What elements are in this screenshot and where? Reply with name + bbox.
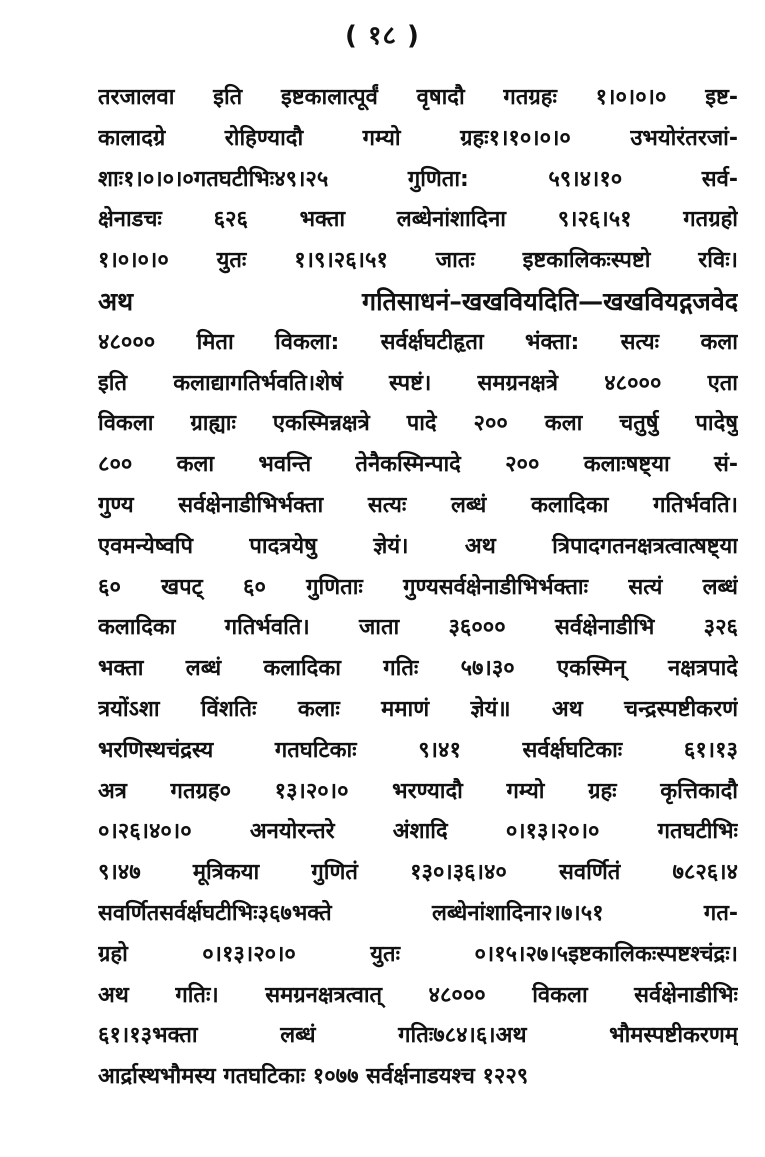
text-line-2: कालादग्रे रोहिण्यादौ गम्यो ग्रहः१।१०।०।० उभयोरंतरजां-	[98, 125, 738, 151]
text-line-20: ९।४७ मूत्रिकया गुणितं १३०।३६।४० सवर्णितं ७८२६।४	[98, 860, 738, 886]
text-line-5: १।०।०।० युतः १।९।२६।५१ जातः इष्टकालिकःस्पष्टो रविः।	[98, 248, 738, 274]
text-line-22: ग्रहो ०।१३।२०।० युतः ०।१५।२७।५इष्टकालिकःस्पष्टश्चंद्रः।	[98, 941, 738, 967]
text-line-15: भक्ता लब्धं कलादिका गतिः ५७।३० एकस्मिन् नक्षत्रपादे	[98, 656, 738, 682]
text-line-12: एवमन्येष्वपि पादत्रयेषु ज्ञेयं। अथ त्रिपादगतनक्षत्रत्वात्षष्ट्या	[98, 533, 738, 559]
text-line-16: त्रयोंऽशा विंशतिः कलाः ममाणं ज्ञेयं॥ अथ चन्द्रस्पष्टीकरणं	[98, 696, 738, 722]
text-line-1: तरजालवा इति इष्टकालात्पूर्वं वृषादौ गतग्रहः १।०।०।० इष्ट-	[98, 85, 738, 110]
text-line-7: ४८००० मिता विकला: सर्वर्क्षघटीहृता भंक्ता: सत्यः कला	[98, 329, 738, 355]
text-line-24: ६१।१३भक्ता लब्धं गतिः७८४।६।अथ भौमस्पष्टीकरणम्	[98, 1023, 738, 1049]
text-line-11: गुण्य सर्वक्षेनाडीभिर्भक्ता सत्यः लब्धं कलादिका गतिर्भवति।	[98, 492, 738, 518]
text-line-9: विकला ग्राह्याः एकस्मिन्नक्षत्रे पादे २०० कला चतुर्षु पादेषु	[98, 411, 738, 437]
text-line-4: क्षेनाडचः ६२६ भक्ता लब्धेनांशादिना ९।२६।५१ गतग्रहो	[98, 207, 738, 233]
page-number: ( १८ )	[345, 21, 420, 51]
text-line-25: आर्द्रास्थभौमस्य गतघटिकाः १०७७ सर्वर्क्षनाडयश्च १२२९	[98, 1064, 529, 1090]
text-line-19: ०।२६।४०।० अनयोरन्तरे अंशादि ०।१३।२०।० गतघटीभिः	[98, 819, 738, 845]
text-line-13: ६० खपट् ६० गुणिताः गुण्यसर्वक्षेनाडीभिर्भक्ताः सत्यं लब्धं	[98, 574, 738, 600]
text-line-8: इति कलाद्यागतिर्भवति।शेषं स्पष्टं। समग्रनक्षत्रे ४८००० एता	[98, 370, 738, 396]
text-line-23: अथ गतिः। समग्रनक्षत्रत्वात् ४८००० विकला सर्वक्षेनाडीभिः	[98, 982, 738, 1008]
text-line-21: सवर्णितसर्वर्क्षघटीभिः३६७भक्ते लब्धेनांशादिना२।७।५१ गत-	[98, 900, 738, 926]
text-line-17: भरणिस्थचंद्रस्य गतघटिकाः ९।४१ सर्वर्क्षघटिकाः ६१।१३	[98, 737, 738, 763]
text-line-14: कलादिका गतिर्भवति। जाता ३६००० सर्वक्षेनाडीभि ३२६	[98, 615, 738, 641]
text-line-18: अत्र गतग्रह० १३।२०।० भरण्यादौ गम्यो ग्रहः कृत्तिकादौ	[98, 778, 738, 804]
body-text	[98, 78, 738, 1098]
text-line-10: ८०० कला भवन्ति तेनैकस्मिन्पादे २०० कलाःषष्ट्या सं-	[98, 452, 738, 478]
text-line-3: शाः१।०।०।०गतघटीभिः४९।२५ गुणिता: ५९।४।१० सर्व-	[98, 166, 738, 192]
section-heading-gati: अथ गतिसाधनं–खखवियदिति—खखवियद्गजवेद	[98, 286, 738, 316]
